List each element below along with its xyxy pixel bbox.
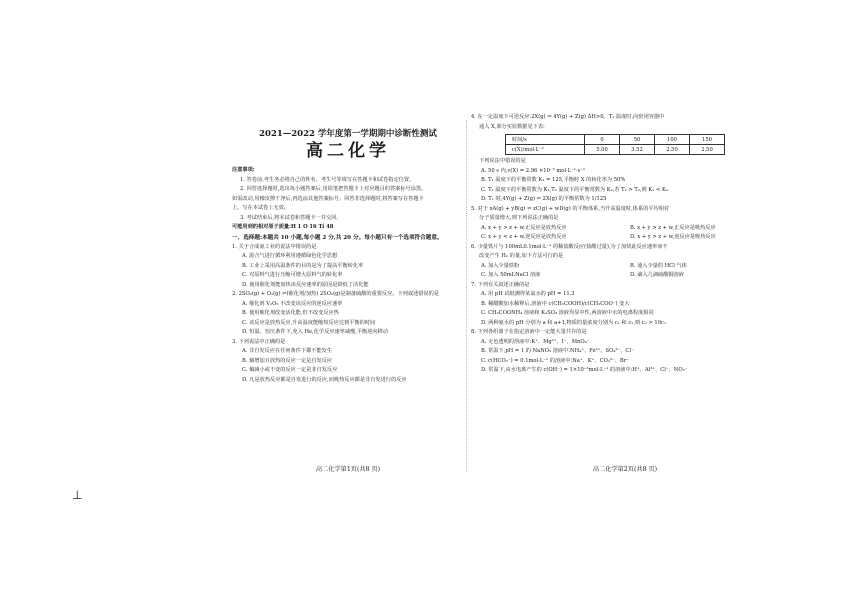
question-option: A. 催化剂 V₂O₅ 不改变该反应的逆反应速率 bbox=[242, 300, 343, 307]
question-option: B. 工业上采用高温条件的目的是为了提高平衡转化率 bbox=[242, 262, 364, 269]
question-option: C. 对原料气进行压缩可增大原料气的转化率 bbox=[242, 272, 343, 278]
question-option: A. 加入少量铁粉 bbox=[481, 262, 520, 269]
question-prompt: 下列说法中错误的是 bbox=[479, 158, 526, 164]
notice-line: 上。写在本试卷上无效。 bbox=[232, 205, 290, 211]
binding-mark: ⊥ bbox=[72, 488, 83, 502]
section-heading: 一、选择题:本题共 10 小题,每小题 2 分,共 20 分。每小题只有一个选项符合题意。 bbox=[232, 234, 443, 241]
question-stem: 通入 X,部分实验数据见下表: bbox=[479, 123, 545, 130]
notice-heading: 注意事项: bbox=[232, 167, 255, 173]
table-cell: 5.00 bbox=[585, 145, 620, 155]
question-stem: 4. 在一定温度下可逆反应:2X(g) ⇌ 4Y(g) + Z(g) ΔH>0。T₁ 温度时,向密闭容器中 bbox=[471, 114, 665, 120]
question-option: D. x + y > z + w,逆反应是吸热反应 bbox=[630, 234, 716, 240]
data-table bbox=[505, 134, 725, 155]
question-option: C. x + y < z + w,逆反应是放热反应 bbox=[481, 234, 567, 240]
question-stem: 分子质量增大,则下列说法正确的是 bbox=[479, 215, 559, 221]
question-stem: 7. 下列有关叙述正确的是 bbox=[471, 281, 530, 288]
table-cell: 时间/s bbox=[506, 135, 585, 145]
option-row bbox=[471, 224, 779, 234]
question-option: C. 熵减小或不变的反应一定是非自发反应 bbox=[242, 367, 338, 373]
question-option: C. T₁ 温度下的平衡常数为 K₁,T₂ 温度下的平衡常数为 K₂,若 T₁ > T₂,则 K₁ < K₂ bbox=[481, 186, 668, 193]
question-option: C. CH₃COONH₄ 溶液和 K₂SO₄ 溶液均显中性,两溶液中水的电离程度相同 bbox=[481, 310, 654, 316]
notice-line: 3. 考试结束后,将本试卷和答题卡一并交回。 bbox=[240, 214, 342, 221]
table-cell: c(X)/mol·L⁻¹ bbox=[506, 145, 585, 155]
question-option: B. 使用催化剂改变活化能,但不改变反应热 bbox=[242, 310, 339, 316]
table-cell: 2.50 bbox=[690, 145, 725, 155]
question-option: D. T₁ 时,4Y(g) + Z(g) ⇌ 2X(g) 的平衡常数为 1/125 bbox=[481, 196, 607, 202]
question-option: B. 稀醋酸加水稀释后,溶液中 c(CH₃COOH)/c(CH₃COO⁻) 变大 bbox=[481, 300, 630, 307]
page-footer: 高二化学第2页(共8 页) bbox=[592, 466, 658, 473]
table-cell: 50 bbox=[620, 135, 655, 145]
page-divider bbox=[466, 120, 467, 472]
question-stem: 8. 下列各组离子在指定溶液中一定能大量共存的是 bbox=[471, 329, 587, 335]
question-option: A. 无色透明的溶液中:K⁺、Mg²⁺、I⁻、MnO₄⁻ bbox=[481, 338, 590, 345]
question-stem: 1. 关于合成氨工业的说法中错误的是 bbox=[232, 243, 317, 250]
question-option: C. 加入 50mLNaCl 溶液 bbox=[481, 272, 541, 278]
question-stem: 5. 对于 xA(g) + yB(g) ⇌ zC(g) + wD(g) 的平衡体系,当升高温度时,体系的平均相对 bbox=[471, 205, 670, 212]
question-option: A. 混合气进行循环利用遵循绿色化学思想 bbox=[242, 253, 338, 259]
question-option: C. c(HCO₃⁻) = 0.1mol·L⁻¹ 的溶液中:Na⁺、K⁺、CO₃²⁻、Br⁻ bbox=[481, 357, 629, 364]
question-stem: 2. 2SO₂(g) + O₂(g) ⇌(催化剂/加热) 2SO₃(g)是制备硫酸的重要反应。下列叙述错误的是 bbox=[232, 291, 439, 297]
question-stem: 改变产生 H₂ 的量,如下方法可行的是 bbox=[479, 253, 564, 259]
left-page bbox=[232, 114, 464, 385]
question-stem: 3. 下列说法中正确的是 bbox=[232, 338, 286, 345]
question-option: C. 该反应是放热反应,升高温度能缩短反应达到平衡的时间 bbox=[242, 319, 376, 326]
option-row bbox=[471, 233, 779, 243]
question-option: D. 恒温、恒压条件下,充入 He,化学反应速率减慢,平衡逆向移动 bbox=[242, 329, 388, 335]
option-row bbox=[471, 262, 779, 272]
question-option: D. 凡是放热反应都是自发进行的反应,而吸热反应都是非自发进行的反应 bbox=[242, 376, 407, 383]
question-option: B. x + y > z + w,正反应是吸热反应 bbox=[630, 224, 716, 231]
notice-line: 如需改动,用橡皮擦干净后,再选涂其他答案标号。回答非选择题时,将答案写在答题卡 bbox=[232, 195, 424, 202]
question-option: D. 两种氨水的 pH 分别为 a 和 a+1,物质的量浓度分别为 c₁ 和 c₂,则 c₂ > 10c₁ bbox=[481, 319, 667, 326]
table-cell: 100 bbox=[655, 135, 690, 145]
table-row bbox=[506, 145, 725, 155]
question-option: A. x + y > z + w,正反应是放热反应 bbox=[481, 224, 567, 231]
option-row bbox=[471, 271, 779, 281]
table-cell: 150 bbox=[690, 135, 725, 145]
question-option: D. 使用催化剂能加快该反应速率的原因是降低了活化能 bbox=[242, 281, 369, 288]
subject-title: 高二化学 bbox=[306, 141, 390, 161]
question-option: B. T₁ 温度下的平衡常数 K₁ = 125,平衡时 X 的转化率为 50% bbox=[481, 177, 626, 183]
question-stem: 6. 少量铁片与 100mL0.1mol·L⁻¹ 的稀盐酸反应(盐酸过量),为了加快此反应速率而不 bbox=[471, 243, 668, 250]
question-option: A. 50 s 内,v(X) = 2.96 ×10⁻² mol·L⁻¹·s⁻¹ bbox=[481, 167, 586, 174]
question-option: D. 常温下,由水电离产生的 c(OH⁻) = 1×10⁻³mol·L⁻¹ 的溶液中:H⁺、Al³⁺、Cl⁻、NO₃⁻ bbox=[481, 367, 688, 373]
notice-line: 2. 回答选择题时,选出每小题答案后,用铅笔把答题卡上对应题目的答案标号涂黑。 bbox=[240, 186, 427, 192]
table-cell: 3.52 bbox=[620, 145, 655, 155]
question-option: B. 通入少量的 HCl 气体 bbox=[630, 262, 687, 269]
atomic-mass-line: 可能用到的相对原子质量:H 1 O 16 Ti 48 bbox=[232, 224, 334, 230]
question-option: B. 常温下,pH = 1 的 NaNO₃ 溶液中:NH₄⁺、Fe²⁺、SO₄²⁻、Cl⁻ bbox=[481, 348, 634, 354]
table-cell: 2.50 bbox=[655, 145, 690, 155]
question-option: B. 熵增加且放热的反应一定是自发反应 bbox=[242, 357, 333, 364]
exam-title: 2021—2022 学年度第一学期期中诊断性测试 bbox=[259, 129, 437, 139]
question-option: D. 滴入几滴硫酸铜溶液 bbox=[630, 272, 684, 278]
table-cell: 0 bbox=[585, 135, 620, 145]
notice-line: 1. 答卷前,考生务必将自己的姓名、考生号等填写在答题卡和试卷指定位置。 bbox=[240, 176, 415, 183]
page-footer: 高二化学第1页(共8 页) bbox=[315, 466, 381, 473]
question-option: A. 用 pH 试纸测得某氯水的 pH = 11.3 bbox=[481, 291, 575, 297]
table-row bbox=[506, 135, 725, 145]
question-option: A. 非自发反应在任何条件下都不能发生 bbox=[242, 348, 333, 354]
right-page bbox=[471, 113, 779, 376]
